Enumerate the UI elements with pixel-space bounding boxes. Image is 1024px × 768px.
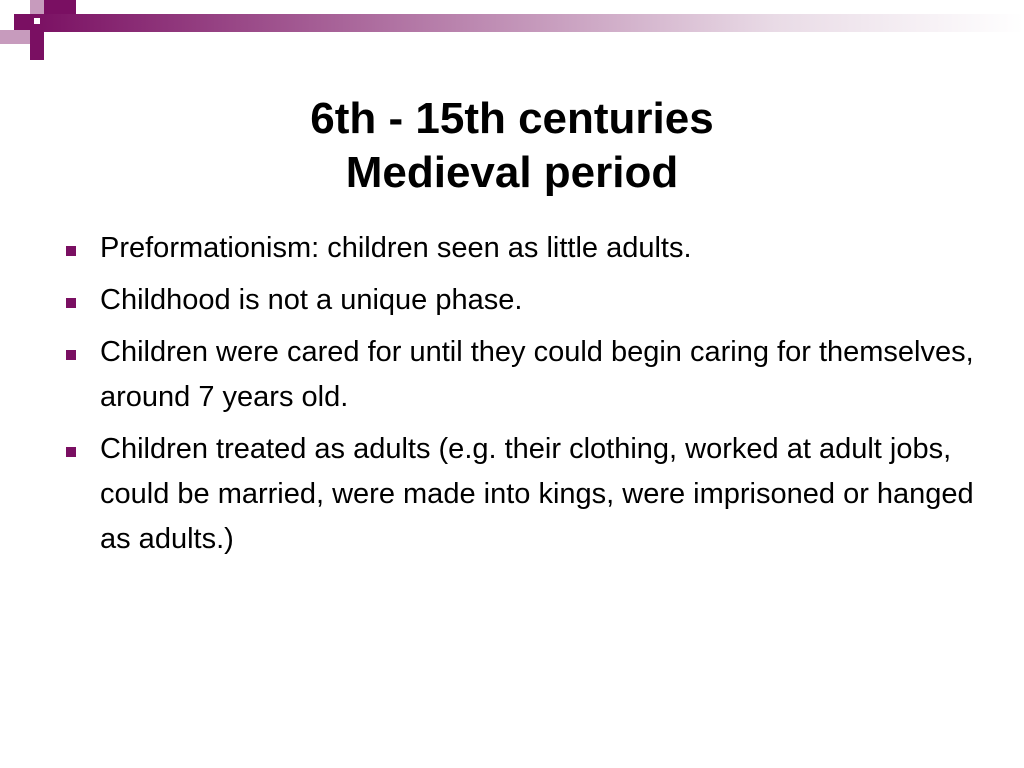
square-bullet-icon [66, 298, 76, 308]
slide-title [0, 92, 1024, 200]
square-bullet-icon [66, 447, 76, 457]
deco-square [14, 30, 30, 44]
deco-square [14, 14, 30, 30]
bullet-text: Preformationism: children seen as little adults. [100, 232, 692, 264]
slide-title-line-2: Medieval period [345, 148, 679, 197]
bullet-text: Children were cared for until they could begin caring for themselves, around 7 years old. [100, 336, 974, 413]
bullet-item [62, 427, 982, 562]
deco-square [34, 18, 40, 24]
bullet-item [62, 226, 982, 271]
square-bullet-icon [66, 350, 76, 360]
bullet-item [62, 278, 982, 323]
bullet-item [62, 330, 982, 420]
deco-square [30, 30, 44, 44]
decorative-header-banner [0, 0, 1024, 70]
bullet-list [62, 226, 982, 569]
deco-square [0, 30, 14, 44]
slide-title-line-1: 6th - 15th centuries [310, 94, 714, 143]
deco-square [60, 0, 76, 14]
bullet-text: Childhood is not a unique phase. [100, 284, 523, 316]
deco-square [44, 0, 60, 14]
gradient-bar [30, 14, 1024, 32]
deco-square [30, 0, 44, 14]
deco-square [30, 44, 44, 60]
square-bullet-icon [66, 246, 76, 256]
bullet-text: Children treated as adults (e.g. their clothing, worked at adult jobs, could be married, were made into kings, were imprisoned or hanged as adults.) [100, 433, 974, 555]
